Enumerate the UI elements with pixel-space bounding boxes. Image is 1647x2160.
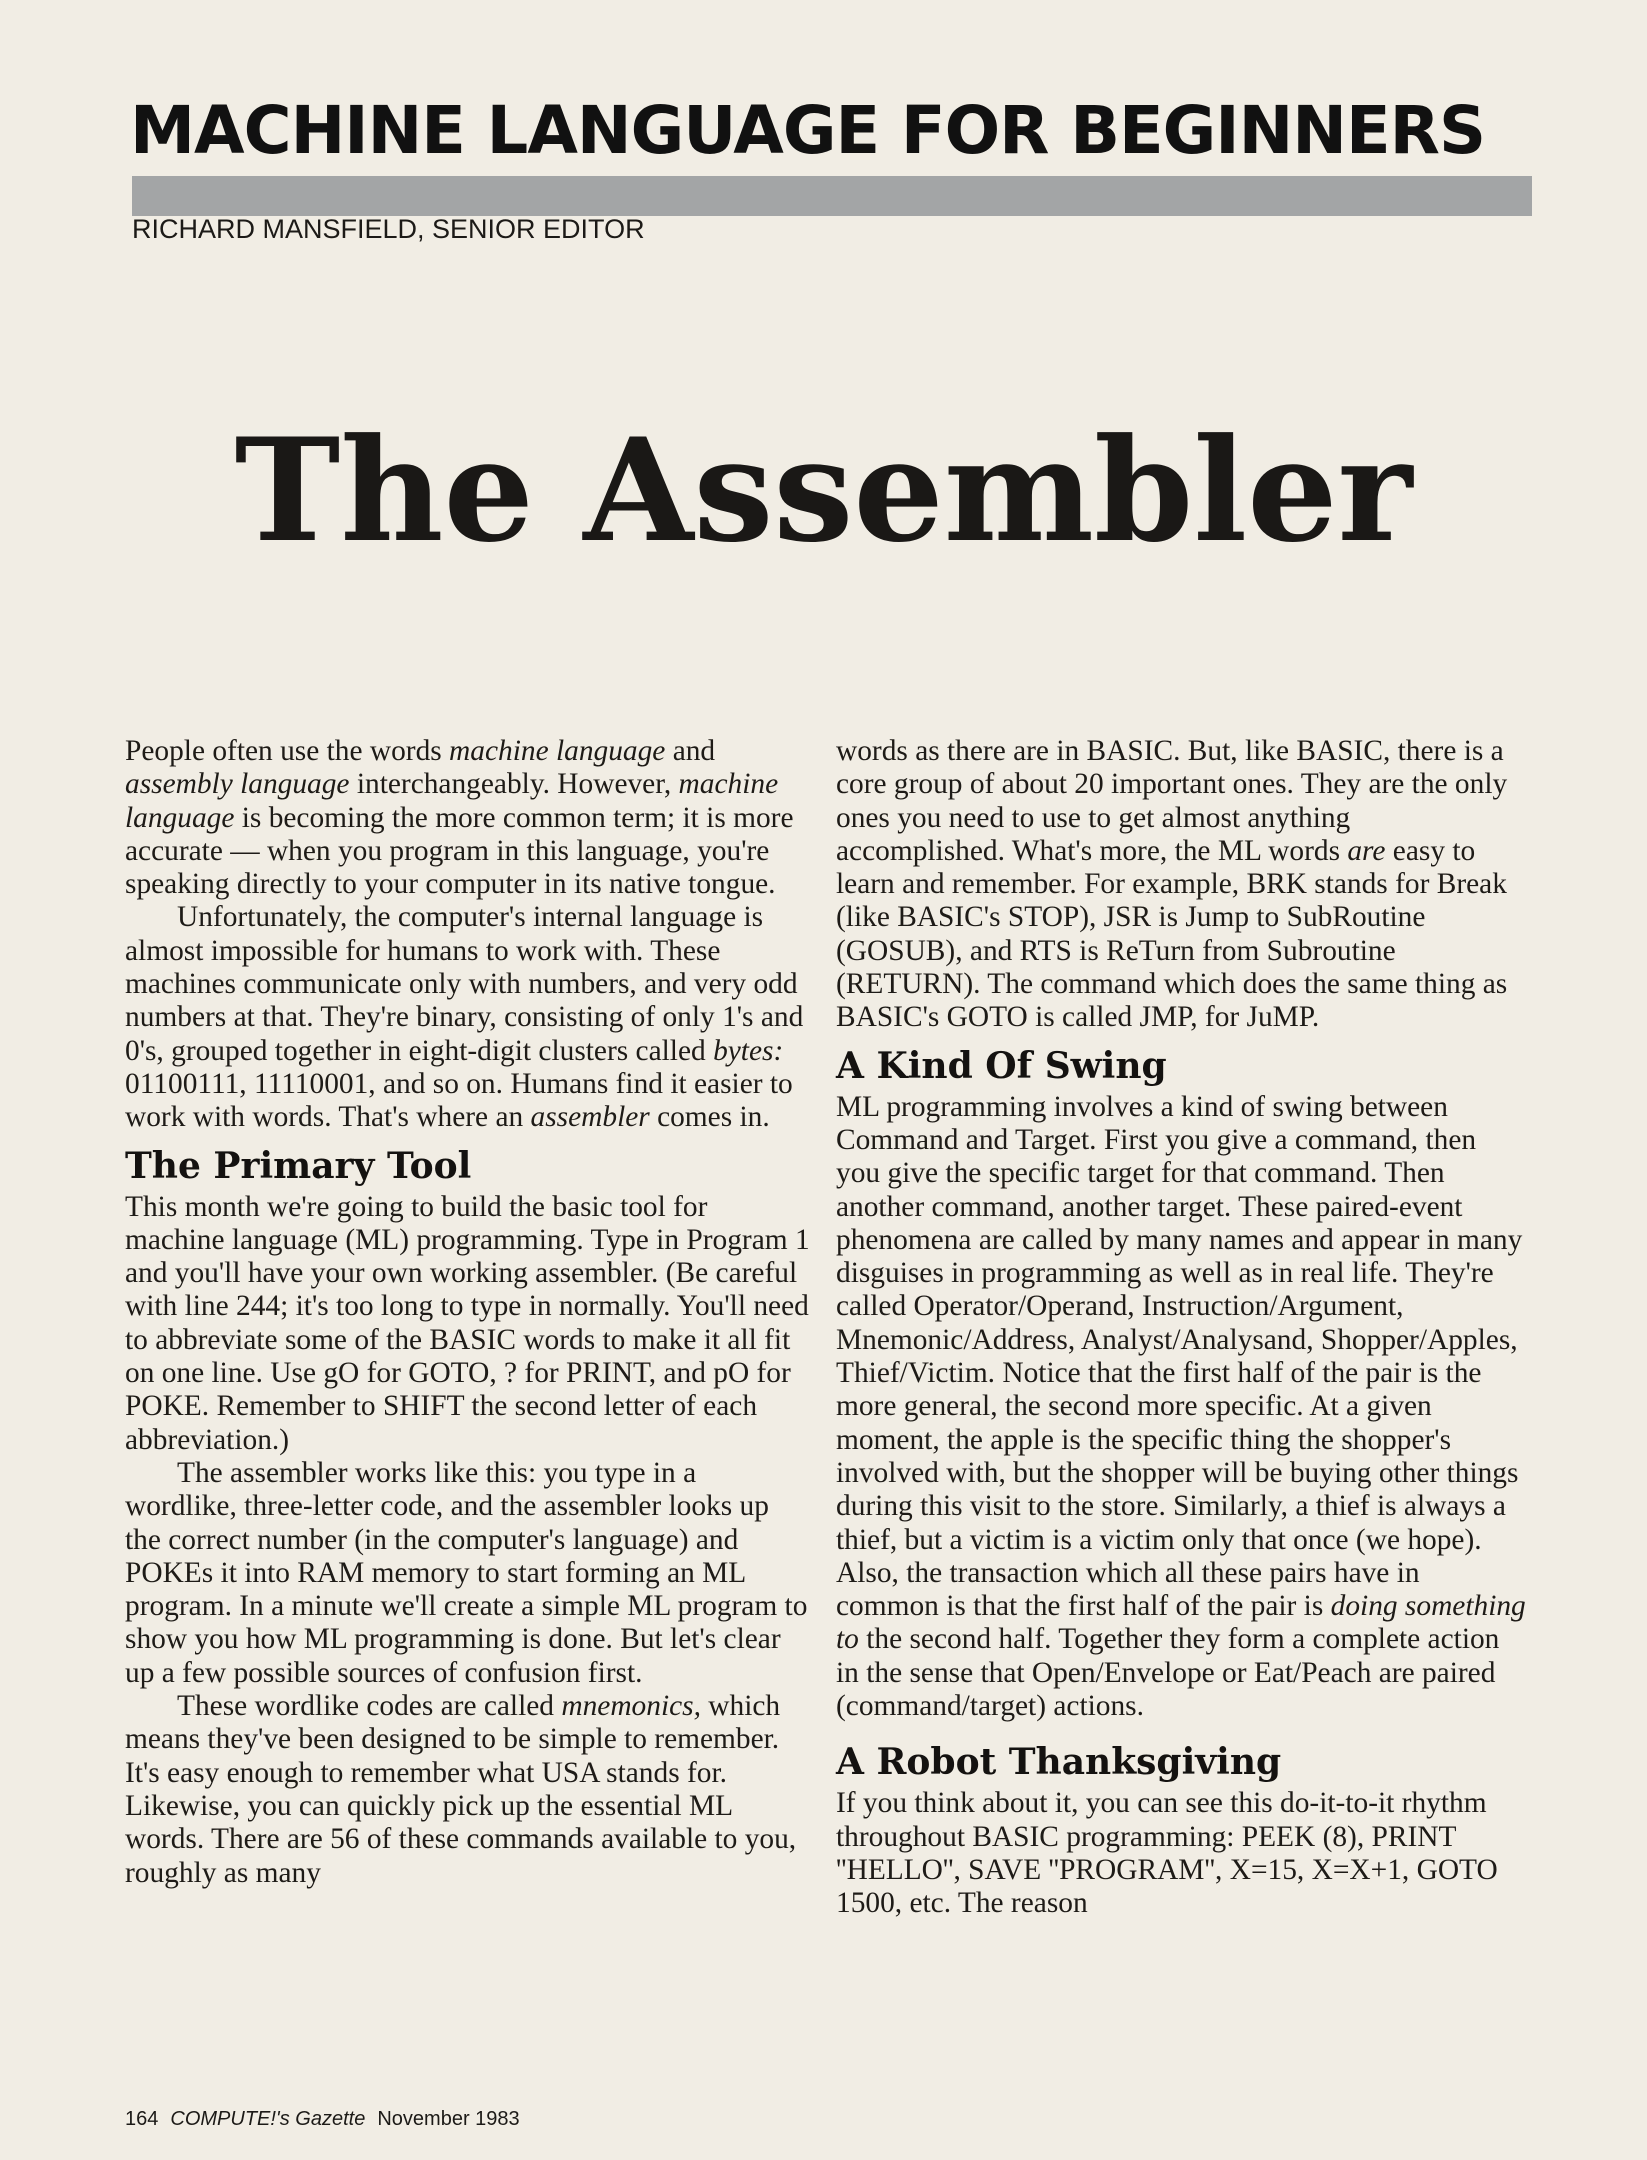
text-run: 01100111, 11110001, and so on. Humans find it easier to work with words. That's where an <box>125 1067 793 1134</box>
text-run: These wordlike codes are called <box>177 1690 562 1723</box>
paragraph <box>125 1690 810 1890</box>
italic-term: machine language <box>125 768 779 834</box>
paragraph <box>125 735 810 901</box>
text-run: People often use the words <box>125 735 450 767</box>
article-headline: The Assembler <box>234 408 1413 574</box>
subheading-kind-of-swing: A Kind Of Swing <box>836 1044 1167 1087</box>
text-run: comes in. <box>649 1101 770 1134</box>
left-column <box>125 735 810 1890</box>
italic-term: mnemonics, <box>561 1690 701 1723</box>
paragraph <box>836 1091 1526 1724</box>
text-run: ML programming involves a kind of swing between Command and Target. First you give a command, then you give the specific target for that command. Then another command, another target. These paired-event phenomena are called by many names and appear in many disguises in programming as well as in real life. They're called Operator/Operand, Instruction/Argument, Mnemonic/Address, Analyst/Analysand, Shopper/Apples, Thief/Victim. Notice that the first half of the pair is the more general, the second more specific. At a given moment, the apple is the specific thing the shopper's involved with, but the shopper will be buying other things during this visit to the store. Similarly, a thief is always a thief, but a victim is a victim only that once (we hope). Also, the transaction which all these pairs have in common is that the first half of the pair is <box>836 1090 1523 1623</box>
page-footer <box>125 2108 520 2131</box>
italic-term: doing something to <box>836 1590 1526 1656</box>
paragraph: The assembler works like this: you type in a wordlike, three-letter code, and the assembler looks up the correct number (in the computer's language) and POKEs it into RAM memory to start forming an ML program. In a minute we'll create a simple ML program to show you how ML programming is done. But let's clear up a few possible sources of confusion first. <box>125 1456 808 1689</box>
subheading-primary-tool: The Primary Tool <box>125 1144 472 1187</box>
italic-term: bytes: <box>713 1034 784 1067</box>
paragraph <box>836 735 1526 1035</box>
italic-term: machine language <box>449 735 666 767</box>
text-run: and <box>665 735 716 767</box>
paragraph: If you think about it, you can see this do-it-to-it rhythm throughout BASIC programming: PEEK (8), PRINT ''HELLO'', SAVE ''PROGRAM'', X=15, X=X+1, GOTO 1500, etc. The reason <box>836 1787 1498 1920</box>
title-rule-bar <box>132 176 1532 216</box>
right-column <box>836 735 1526 1921</box>
italic-term: assembly language <box>125 768 350 801</box>
text-run: words as there are in BASIC. But, like BASIC, there is a core group of about 20 important ones. They are the only ones you need to use to get almost anything accomplished. What's more, the ML words <box>836 735 1508 867</box>
magazine-name: COMPUTE!'s Gazette <box>170 2108 366 2130</box>
italic-term: assembler <box>530 1101 650 1134</box>
text-run: easy to learn and remember. For example, BRK stands for Break (like BASIC's STOP), JSR is Jump to SubRoutine (GOSUB), and RTS is ReTurn from Subroutine (RETURN). The command which does the same thing as BASIC's GOTO is called JMP, for JuMP. <box>836 834 1508 1034</box>
paragraph <box>125 901 810 1134</box>
issue-date: November 1983 <box>377 2108 520 2130</box>
byline: RICHARD MANSFIELD, SENIOR EDITOR <box>132 214 645 244</box>
column-title: MACHINE LANGUAGE FOR BEGINNERS <box>130 92 1486 169</box>
italic-term: are <box>1347 834 1386 867</box>
text-run: which means they've been designed to be simple to remember. It's easy enough to remember what USA stands for. Likewise, you can quickly pick up the essential ML words. There are 56 of these commands available to you, roughly as many <box>125 1690 797 1889</box>
text-run: the second half. Together they form a complete action in the sense that Open/Envelope or Eat/Peach are paired (command/target) actions. <box>836 1623 1500 1723</box>
subheading-robot-thanksgiving: A Robot Thanksgiving <box>836 1741 1282 1784</box>
paragraph: This month we're going to build the basic tool for machine language (ML) programming. Type in Program 1 and you'll have your own working assembler. (Be careful with line 244; it's too long to type in normally. You'll need to abbreviate some of the BASIC words to make it all fit on one line. Use gO for GOTO, ? for PRINT, and pO for POKE. Remember to SHIFT the second letter of each abbreviation.) <box>125 1190 810 1456</box>
text-run: is becoming the more common term; it is more accurate — when you program in this language, you're speaking directly to your computer in its native tongue. <box>125 801 794 901</box>
page-number: 164 <box>125 2108 159 2130</box>
text-run: interchangeably. However, <box>349 768 679 801</box>
text-run: Unfortunately, the computer's internal language is almost impossible for humans to work with. These machines communicate only with numbers, and very odd numbers at that. They're binary, consisting of only 1's and 0's, grouped together in eight-digit clusters called <box>125 901 804 1067</box>
